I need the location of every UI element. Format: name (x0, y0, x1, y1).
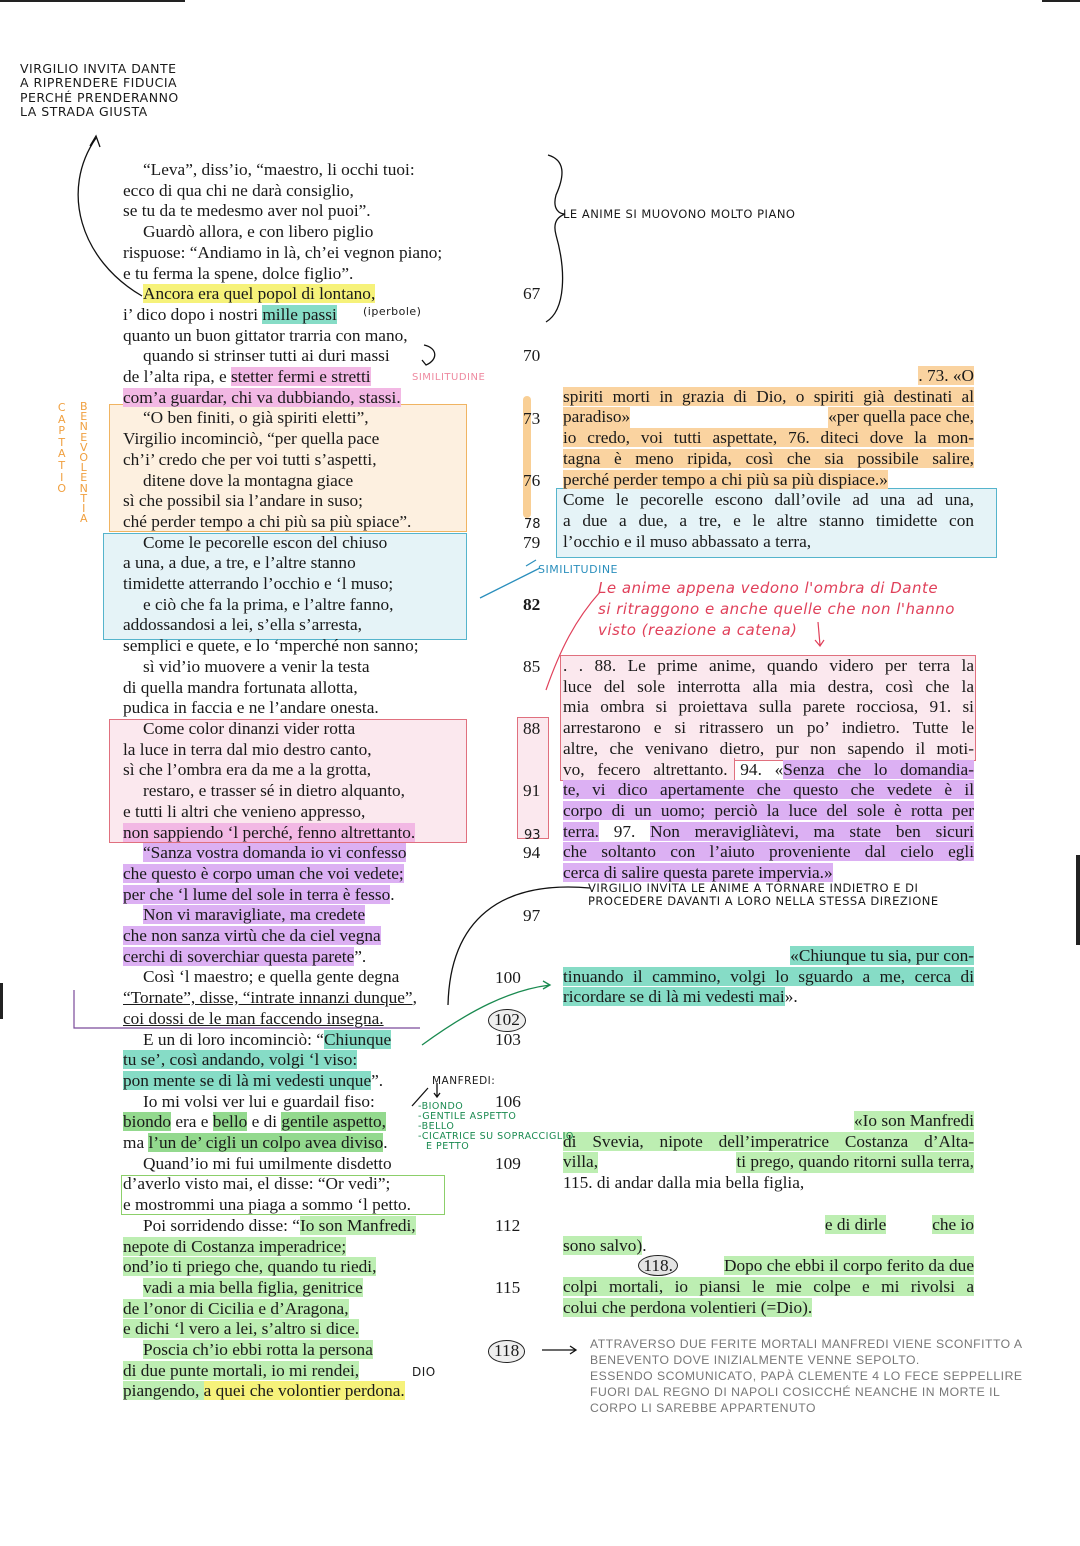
highlighted-text: cerca di salire questa parete impervia.» (563, 863, 833, 883)
paraphrase-73 (563, 366, 974, 552)
text-segment: quanto un buon gittator trarria con mano, (123, 325, 408, 345)
verse-line (123, 1216, 483, 1237)
line-number: 100 (495, 967, 521, 987)
text-segment: sì che possibil sia l’andare in suso; (123, 491, 363, 511)
text-segment: timidette atterrando l’occhio e ‘l muso; (123, 574, 394, 594)
highlighted-text: non sappiendo ‘l perché, fenno altrettanto. (123, 822, 416, 842)
text-segment: e ciò che fa la prima, e l’altre fanno, (143, 594, 394, 614)
note-line: LA STRADA GIUSTA (20, 104, 148, 120)
blue-line (526, 560, 536, 566)
paraphrase-112 (563, 1111, 974, 1194)
verse-line (123, 1195, 483, 1216)
highlighted-text: Non vi maravigliate, ma credete (143, 905, 366, 925)
note-anime-ombra (598, 578, 955, 641)
text-segment: e mostrommi una piaga a sommo ‘l petto. (123, 1195, 411, 1215)
verse-line (123, 491, 483, 512)
paraphrase-line (563, 718, 974, 739)
note-similitudine-red: SIMILITUDINE (412, 372, 486, 383)
text-segment: Quand’io mi fui umilmente disdetto (143, 1153, 392, 1173)
highlighted-text: «Io son Manfredi (854, 1111, 974, 1130)
note-line: VIRGILIO INVITA LE ANIME A TORNARE INDIETRO E DI (588, 881, 919, 895)
highlighted-text: piangendo, (123, 1381, 204, 1401)
note-manfredi-traits (418, 1102, 574, 1152)
text-segment: ”. (354, 946, 367, 966)
text-segment: arrestarono e si ritrassero un po’ indietro. Tutte le (563, 718, 974, 738)
highlighted-text: che soltanto con l’aiuto proveniente dal cielo egli (563, 842, 974, 862)
verse-line (123, 905, 483, 926)
verse-line (123, 1319, 483, 1340)
line-number: 78 (524, 517, 541, 533)
line-number: 91 (523, 781, 541, 801)
text-segment: vo, fecero altrettanto. 94. « (563, 759, 784, 779)
paraphrase-line (563, 946, 974, 967)
line-number: 79 (523, 532, 541, 552)
verse-line (123, 284, 483, 305)
text-segment: . . 88. Le prime anime, quando videro per terra la (563, 656, 974, 675)
highlighted-text: colpi mortali, io piansi le mie colpe e mi rivolsi a (563, 1277, 974, 1297)
highlighted-text: villa, (563, 1152, 599, 1172)
paraphrase-line (563, 1256, 974, 1277)
text-segment: “O ben finiti, o già spiriti eletti”, (143, 408, 369, 428)
text-segment: ». (784, 987, 798, 1007)
brace-icon (546, 155, 565, 322)
highlighted-text: com’a guardar, chi va dubbiando, stassi. (123, 387, 401, 407)
paraphrase-line (563, 470, 974, 491)
note-line: PERCHÉ PRENDERANNO (20, 89, 179, 105)
text-segment: e di (247, 1112, 282, 1132)
highlighted-text: l’un de’ cigli un colpo avea diviso (148, 1133, 384, 1153)
highlighted-text: te, vi dico apertamente che questo che vedete è il (563, 780, 974, 800)
text-segment: ”. (371, 1070, 384, 1090)
text-segment: ma (123, 1133, 149, 1153)
text-segment: a due a due, a tre, e le altre stanno timidette con (563, 510, 974, 530)
highlighted-text: «Chiunque tu sia, pur con- (790, 946, 974, 965)
verse-line (123, 885, 483, 906)
verse-line (123, 1030, 483, 1051)
verse-line (123, 1237, 483, 1258)
paraphrase-118 (563, 1215, 974, 1319)
text-segment: 97. (598, 821, 651, 841)
highlighted-text: “Sanza vostra domanda io vi confesso (143, 843, 407, 863)
text-segment: Come le pecorelle escon del chiuso (143, 532, 388, 552)
verse-line (123, 1174, 483, 1195)
paraphrase-line (563, 677, 974, 698)
text-segment: Così ‘l maestro; e quella gente degna (143, 967, 400, 987)
highlighted-text: perché perder tempo a chi più sa più dispiace.» (563, 469, 888, 489)
highlighted-text: che non sanza virtù che da ciel vegna (123, 926, 381, 946)
paraphrase-line (563, 801, 974, 822)
highlighted-text: Dopo che ebbi il corpo ferito da due (723, 1256, 974, 1276)
text-segment: di quella mandra fortunata allotta, (123, 677, 358, 697)
verse-line (123, 264, 483, 285)
note-manfredi: MANFREDI: (432, 1075, 496, 1087)
line-number: 102 (488, 1009, 526, 1032)
paraphrase-100 (563, 946, 974, 1008)
highlighted-text: paradiso» (563, 407, 631, 427)
verse-line (123, 388, 483, 409)
trait: -BIONDO (418, 1101, 464, 1112)
text-segment: i’ dico dopo i nostri (123, 304, 263, 324)
verse-line (123, 222, 483, 243)
verse-line (123, 1257, 483, 1278)
note-line: visto (reazione a catena) (598, 621, 798, 639)
highlighted-text: che io (932, 1215, 974, 1234)
verse-line (123, 181, 483, 202)
verse-line (123, 553, 483, 574)
line-number: 118 (488, 1340, 525, 1363)
highlighted-text: stetter fermi e stretti (230, 367, 371, 387)
verse-line (123, 1340, 483, 1361)
verse-line (123, 408, 483, 429)
highlighted-text: Chiunque (323, 1029, 392, 1049)
verse-line (123, 1278, 483, 1299)
text-segment: Come color dinanzi vider rotta (143, 718, 356, 738)
line-number: 82 (523, 594, 541, 614)
verse-line (123, 326, 483, 347)
highlighted-text: “Tornate”, disse, “intrate innanzi dunque” (123, 988, 413, 1008)
paraphrase-line (563, 532, 974, 553)
text-segment: mia ombra si proiettava sulla parete rocciosa, 91. si (563, 697, 974, 717)
note-line: si ritraggono e anche quelle che non l'hanno (598, 600, 955, 618)
text-segment: rispuose: “Andiamo in là, ch’ei vegnon piano; (123, 242, 443, 262)
line-number: 112 (495, 1216, 521, 1236)
note-line: ATTRAVERSO DUE FERITE MORTALI MANFREDI VIENE SCONFITTO A (590, 1337, 1023, 1351)
text-segment: . (390, 884, 395, 904)
text-segment: a una, a due, a tre, e l’altre stanno (123, 553, 356, 573)
verse-line (123, 967, 483, 988)
verse-line (123, 802, 483, 823)
trait: E PETTO (426, 1141, 470, 1152)
line-number: 115 (495, 1278, 521, 1298)
highlighted-text: «per quella pace che, (828, 407, 974, 427)
text-segment: pudica in faccia e ne l’andare onesta. (123, 698, 379, 718)
line-number: 94 (523, 843, 541, 863)
verse-line (123, 574, 483, 595)
highlighted-text: corpo di un uomo; perciò la luce del sole è rotta per (563, 800, 974, 820)
note-benevento (590, 1336, 1023, 1416)
verse-line (123, 595, 483, 616)
highlighted-text: de l’onor di Cicilia e d’Aragona, (123, 1298, 349, 1318)
paraphrase-line (563, 449, 974, 470)
text-segment: l’occhio e il muso abbassato a terra, (563, 531, 812, 551)
highlighted-text: coi dossi de le man faccendo insegna. (123, 1008, 384, 1028)
text-segment: ditene dove la montagna giace (143, 470, 354, 490)
highlighted-text: che questo è corpo uman che voi vedete; (123, 863, 404, 883)
verse-line (123, 760, 483, 781)
similitudine-pointer (480, 568, 540, 598)
highlighted-text: per che ‘l lume del sole in terra è fesso (123, 884, 391, 904)
note-benevolentia: BENEVOLENTIA (79, 400, 89, 526)
text-segment: d’averlo visto mai, el disse: “Or vedi”; (123, 1174, 391, 1194)
verse-line (123, 471, 483, 492)
paraphrase-line (563, 1173, 974, 1194)
verse-line (123, 450, 483, 471)
line-number: 67 (523, 284, 541, 304)
line-number: 106 (495, 1091, 521, 1111)
note-line: ESSENDO SCOMUNICATO, PAPÀ CLEMENTE 4 LO FECE SEPPELLIRE (590, 1369, 1023, 1383)
verse-line (123, 657, 483, 678)
text-segment: Come le pecorelle escono dall’ovile ad una ad una, (563, 490, 974, 510)
highlighted-text: ti prego, quando ritorni sulla terra, (736, 1152, 974, 1172)
note-line: CORPO LI SAREBBE APPARTENUTO (590, 1401, 816, 1415)
note-line: FUORI DAL REGNO DI NAPOLI COSICCHÉ NEANCHE IN MORTE IL (590, 1385, 1001, 1399)
verse-line (123, 843, 483, 864)
poem-original-text (123, 160, 486, 1402)
paraphrase-line (563, 842, 974, 863)
text-segment: sì che l’ombra era da me a la grotta, (123, 760, 372, 780)
note-dio: DIO (412, 1365, 436, 1379)
note-line: BENEVENTO DOVE INIZIALMENTE VENNE SEPOLTO. (590, 1353, 920, 1367)
paraphrase-line (563, 490, 974, 511)
line-number: 73 (523, 408, 541, 428)
highlighted-text: tu se’, così andando, volgi ‘l viso: (123, 1050, 358, 1070)
highlighted-text: vadi a mia bella figlia, genitrice (143, 1277, 363, 1297)
highlighted-text: di due punte mortali, io mi rendei, (123, 1360, 360, 1380)
highlighted-text: colui che perdona volentieri (=Dio). (563, 1297, 813, 1317)
text-segment: luce del sole interrotta alla mia destra, così che la (563, 676, 974, 696)
verse-line (123, 201, 483, 222)
paraphrase-line (563, 1298, 974, 1319)
paraphrase-line (563, 987, 974, 1008)
paraphrase-line (563, 739, 974, 760)
highlighted-text: a quei che volontier perdona. (203, 1381, 405, 1401)
verse-line (123, 1154, 483, 1175)
verse-line (123, 1299, 483, 1320)
paraphrase-line (563, 407, 974, 428)
text-segment: 115. di andar dalla mia bella figlia, (563, 1173, 805, 1193)
line-number: 97 (523, 905, 541, 925)
verse-line (123, 243, 483, 264)
verse-line (123, 346, 483, 367)
verse-line (123, 947, 483, 968)
text-segment: e tutti li altri che venieno appresso, (123, 801, 366, 821)
paraphrase-line (563, 780, 974, 801)
note-line: PROCEDERE DAVANTI A LORO NELLA STESSA DIREZIONE (588, 894, 939, 909)
paraphrase-line (563, 428, 974, 449)
line-number: 88 (523, 719, 541, 739)
text-segment: e tu ferma la spene, dolce figlio”. (123, 263, 354, 283)
trait: -CICATRICE SU SOPRACCIGLIO (418, 1131, 574, 1142)
trait: -BELLO (418, 1121, 455, 1132)
verse-line (123, 615, 483, 636)
paraphrase-line (563, 822, 974, 843)
verse-line (123, 698, 483, 719)
text-segment: , (412, 988, 417, 1008)
verse-line (123, 719, 483, 740)
verse-line (123, 781, 483, 802)
verse-line (123, 1009, 483, 1030)
text-segment: ecco di qua chi ne darà consiglio, (123, 180, 354, 200)
verse-line (123, 1381, 483, 1402)
highlighted-text: tinuando il cammino, volgi lo sguardo a me, cerca di (563, 966, 974, 986)
highlighted-text: ricordare se di là mi vedesti mai (563, 987, 785, 1007)
highlighted-text: cerchi di soverchiar questa parete (123, 946, 355, 966)
text-segment: E un di loro incominciò: “ (143, 1029, 324, 1049)
paraphrase-88 (563, 656, 974, 884)
text-segment: Poi sorridendo disse: “ (143, 1215, 300, 1235)
highlighted-text: gentile aspetto, (281, 1112, 387, 1132)
highlighted-text: spiriti morti in grazia di Dio, o spiriti già destinati al (563, 386, 974, 406)
text-segment: restaro, e trasser sé in dietro alquanto, (143, 781, 406, 801)
text-segment: addossandosi a lei, s’ella s’arresta, (123, 615, 362, 635)
paraphrase-line (563, 1132, 974, 1153)
verse-line (123, 1071, 483, 1092)
verse-line (123, 429, 483, 450)
text-segment: . (383, 1133, 388, 1153)
line-number: 70 (523, 346, 541, 366)
paraphrase-line (563, 1277, 974, 1298)
paraphrase-line (563, 387, 974, 408)
text-segment: Io mi volsi ver lui e guardail fiso: (143, 1091, 375, 1111)
paraphrase-line (563, 1152, 974, 1173)
highlighted-text: Senza che lo domandia- (783, 759, 974, 779)
text-segment: altre, che venivano dietro, pur non sapendo il moti- (563, 738, 974, 758)
text-segment: era e (171, 1112, 213, 1132)
highlighted-text: ond’io ti priego che, quando tu riedi, (123, 1257, 377, 1277)
highlighted-text: . 73. «O (918, 366, 974, 385)
highlighted-text: 118. (638, 1255, 678, 1276)
verse-line (123, 305, 483, 326)
paraphrase-line (563, 1215, 974, 1236)
paraphrase-line (563, 760, 974, 781)
text-segment: quando si strinser tutti ai duri massi (143, 346, 390, 366)
note-line: Le anime appena vedono l'ombra di Dante (598, 579, 939, 597)
line-number: 76 (523, 470, 541, 490)
line-number: 85 (523, 657, 541, 677)
text-segment: se tu da te medesmo aver nol puoi”. (123, 201, 371, 221)
highlighted-text: mille passi (262, 304, 337, 324)
paraphrase-line (563, 1111, 974, 1132)
text-segment: ché perder tempo a chi più sa più spiace”. (123, 511, 412, 531)
text-segment: “Leva”, diss’io, “maestro, li occhi tuoi: (143, 160, 415, 179)
text-segment: . (642, 1235, 647, 1255)
verse-line (123, 512, 483, 533)
verse-line (123, 864, 483, 885)
paraphrase-line (563, 697, 974, 718)
verse-line (123, 926, 483, 947)
highlighted-text: pon mente se di là mi vedesti unque (123, 1070, 372, 1090)
highlighted-text: terra. (563, 821, 599, 841)
text-segment: Guardò allora, e con libero piglio (143, 222, 374, 242)
arrow-118 (542, 1346, 576, 1354)
line-number: 109 (495, 1154, 521, 1174)
highlighted-text: Ancora era quel popol di lontano, (143, 284, 376, 304)
highlighted-text: io credo, voi tutti aspettate, 76. diteci dove la mon- (563, 428, 974, 448)
verse-line (123, 988, 483, 1009)
highlighted-text: Io son Manfredi, (299, 1215, 416, 1235)
verse-line (123, 1050, 483, 1071)
verse-line (123, 636, 483, 657)
verse-line (123, 160, 483, 181)
verse-line (123, 740, 483, 761)
verse-line (123, 823, 483, 844)
note-virgilio-fiducia (20, 62, 179, 120)
text-segment: de l’alta ripa, e (123, 367, 231, 387)
highlighted-text: biondo (123, 1112, 172, 1132)
highlighted-text: sono salvo) (563, 1235, 643, 1255)
verse-line (123, 678, 483, 699)
line-number: 103 (495, 1029, 521, 1049)
highlighted-text: bello (212, 1112, 248, 1132)
note-virgilio-anime (588, 882, 939, 908)
note-similitudine-blue: SIMILITUDINE (538, 563, 618, 576)
paraphrase-line (563, 656, 974, 677)
highlighted-text: e dichi ‘l vero a lei, s’altro si dice. (123, 1319, 360, 1339)
highlighted-text: e di dirle (824, 1215, 887, 1234)
line-number: 93 (524, 827, 541, 843)
note-captatio: CAPTATIO (57, 401, 67, 496)
note-line: A RIPRENDERE FIDUCIA (20, 75, 178, 91)
note-line: VIRGILIO INVITA DANTE (20, 61, 177, 76)
text-segment: la luce in terra dal mio destro canto, (123, 739, 372, 759)
paraphrase-line (563, 511, 974, 532)
highlighted-text: tagna è meno ripida, così che sia possibile salire, (563, 448, 974, 468)
paraphrase-line (563, 967, 974, 988)
note-anime-piano: LE ANIME SI MUOVONO MOLTO PIANO (563, 207, 796, 221)
text-segment: semplici e quete, e lo ‘mperché non sanno; (123, 636, 419, 656)
text-segment: ch’i’ credo che per voi tutti s’aspetti, (123, 449, 377, 469)
highlighted-text: di Svevia, nipote dell’imperatrice Costanza d’Alta- (563, 1131, 974, 1151)
note-iperbole: (iperbole) (363, 305, 422, 318)
verse-line (123, 533, 483, 554)
highlighted-text: Poscia ch’io ebbi rotta la persona (143, 1340, 373, 1360)
highlighted-text: Non meravigliàtevi, ma state ben sicuri (650, 821, 974, 841)
text-segment: Virgilio incominciò, “per quella pace (123, 429, 380, 449)
paraphrase-line (563, 1236, 974, 1257)
paraphrase-line (563, 366, 974, 387)
highlighted-text: nepote di Costanza imperadrice; (123, 1236, 347, 1256)
text-segment: sì vid’io muovere a venir la testa (143, 656, 370, 676)
trait: -GENTILE ASPETTO (418, 1111, 517, 1122)
